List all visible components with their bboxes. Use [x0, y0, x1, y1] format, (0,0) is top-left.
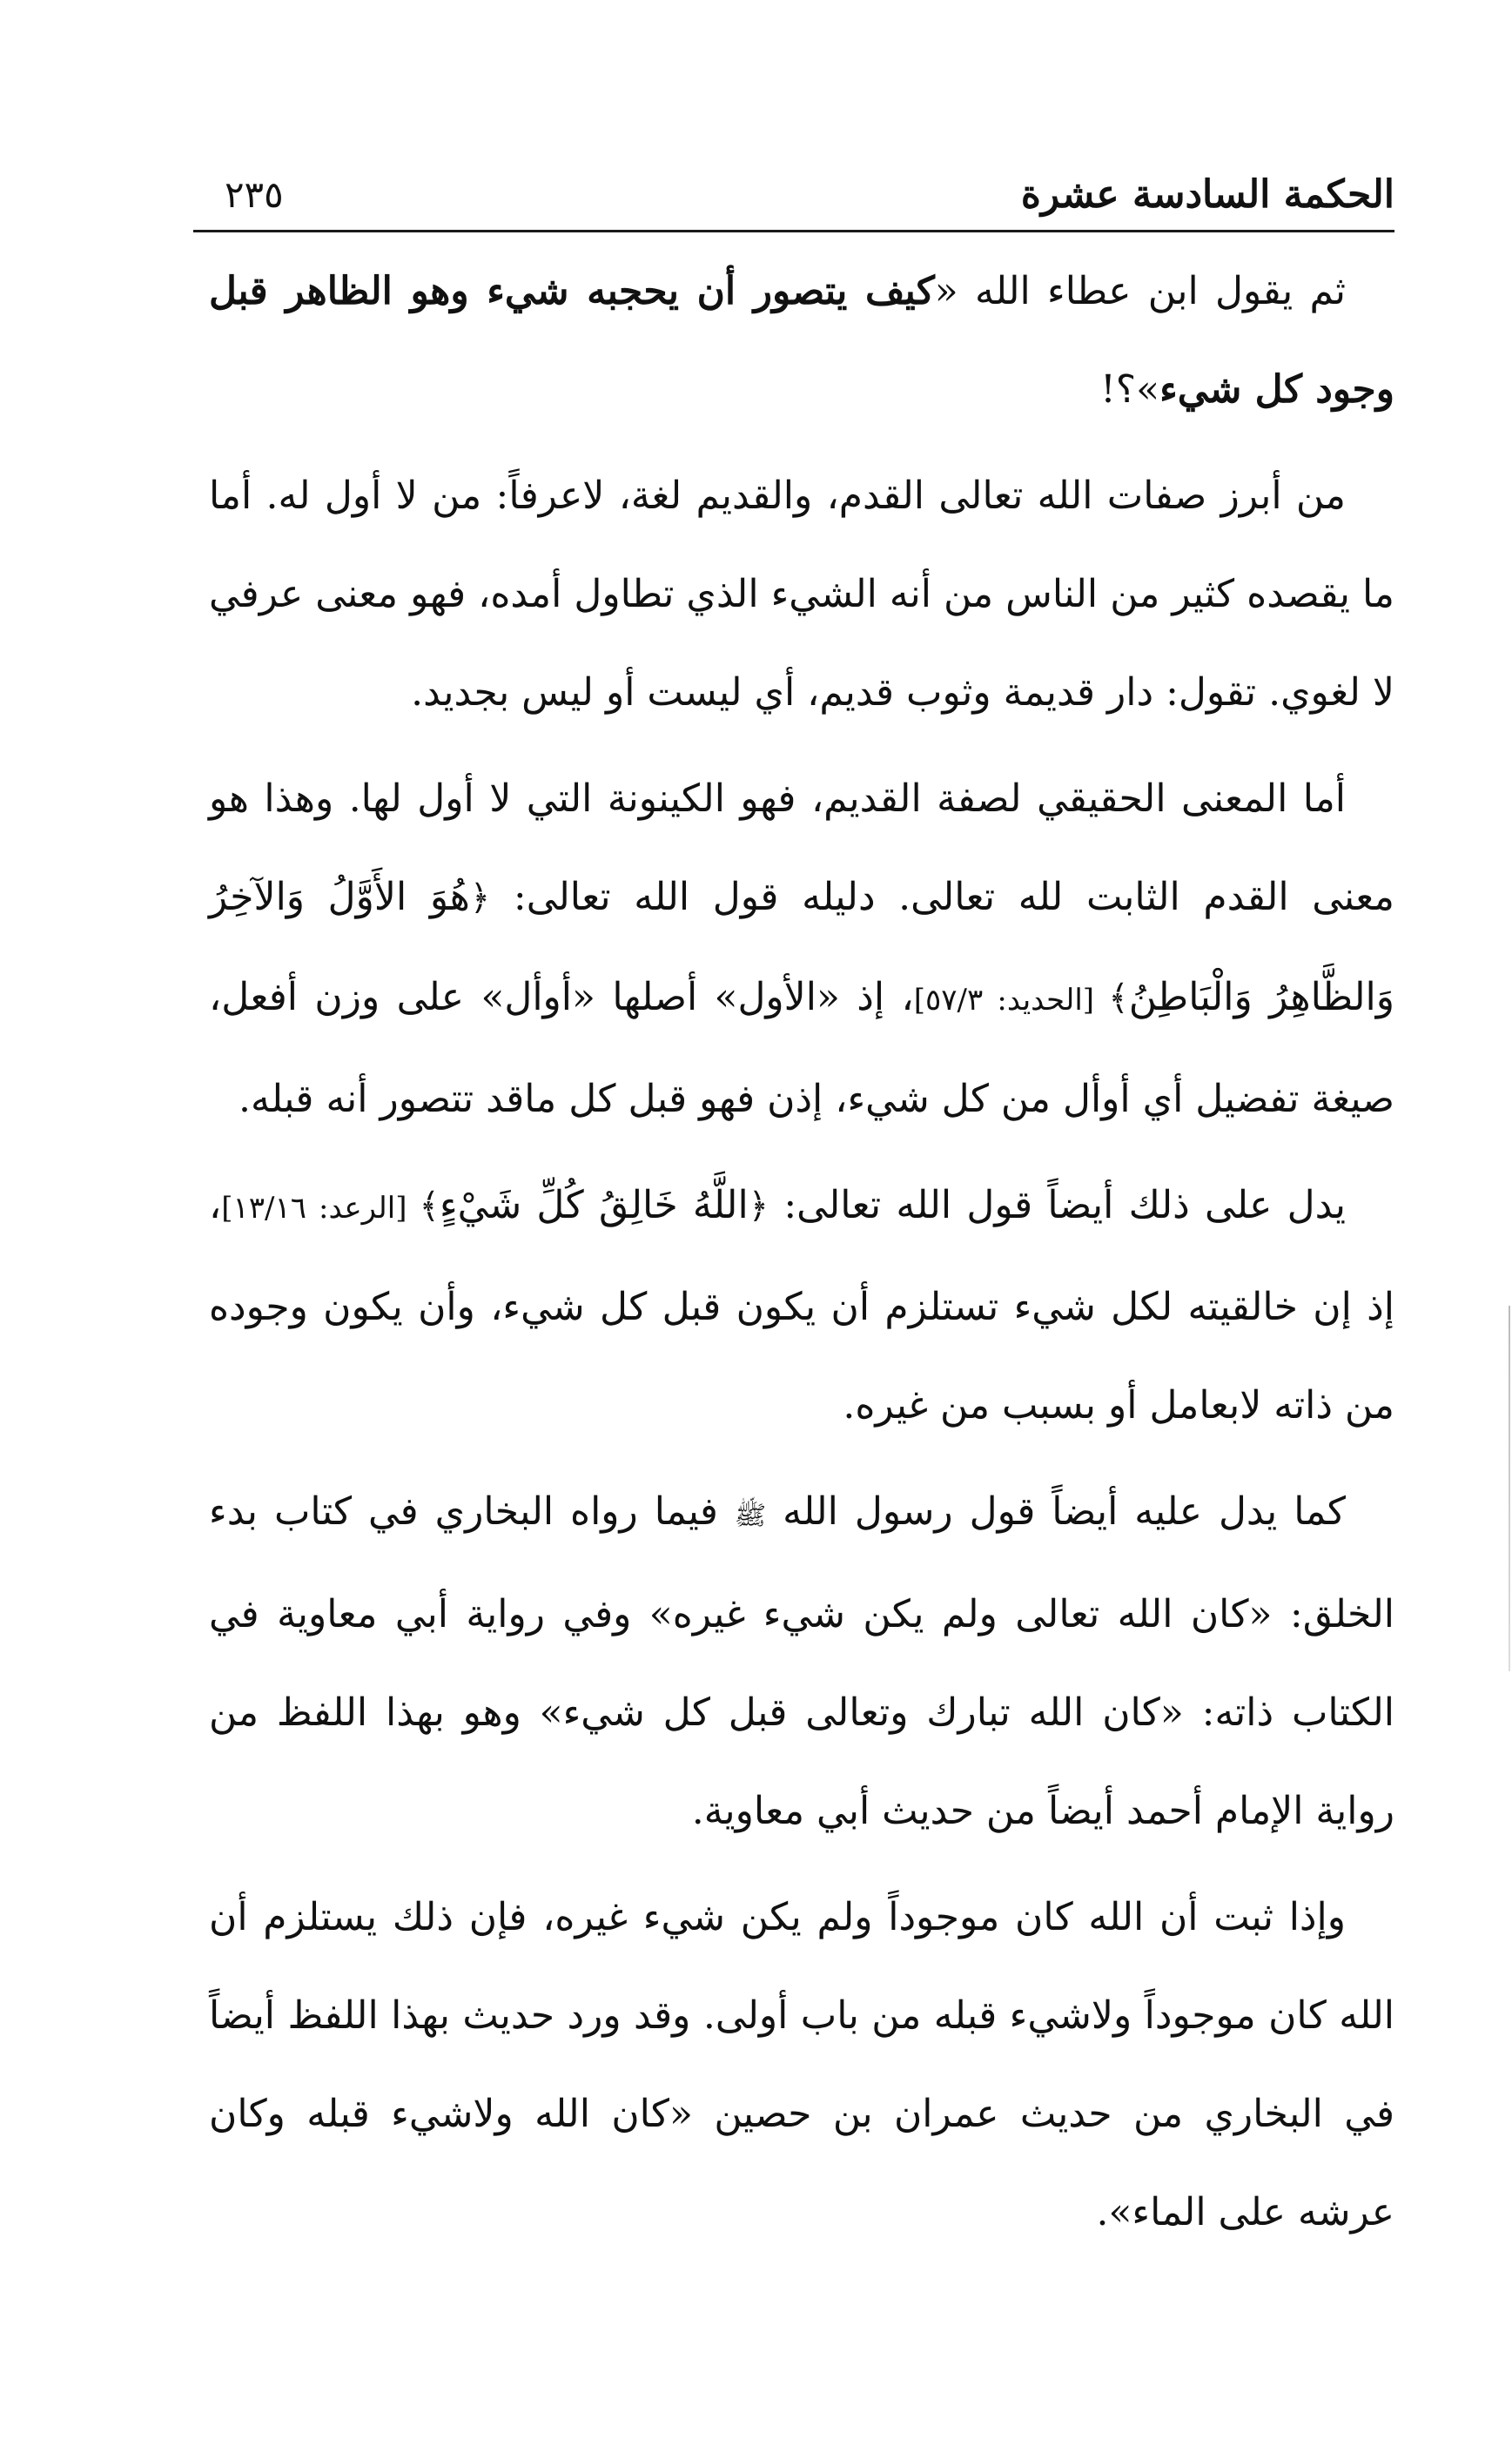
running-header [193, 164, 1394, 226]
page-number: ٢٣٥ [225, 173, 284, 216]
quran-verse: اللَّهُ خَالِقُ كُلِّ شَيْءٍ [439, 1183, 749, 1227]
paragraph-3 [209, 749, 1394, 1148]
quran-open-bracket: ﴿ [469, 878, 491, 918]
paragraph-1 [209, 242, 1394, 439]
quran-open-bracket: ﴿ [748, 1186, 769, 1226]
hikma-quote: كيف يتصور أن يحجبه شيء وهو الظاهر قبل وجود كل شيء [209, 269, 1394, 412]
quran-verse: هُوَ الأَوَّلُ وَالآخِرُ وَالظَّاهِرُ وَالْبَاطِنُ [209, 875, 1394, 1019]
quran-close-bracket: ﴾ [419, 1186, 440, 1226]
paragraph-6: وإذا ثبت أن الله كان موجوداً ولم يكن شيء غيره، فإن ذلك يستلزم أن الله كان موجوداً ولاشيء قبله من باب أولى. وقد ورد حديث بهذا اللفظ أيضاً في البخاري من حديث عمران بن حصين «كان الله ولاشيء قبله وكان عرشه على الماء». [209, 1895, 1394, 2234]
paragraph-1-intro: ثم يقول ابن عطاء الله « [934, 269, 1346, 313]
paragraph-3-text-after: ، إذ «الأول» أصلها «أوأل» على وزن أفعل، صيغة تفضيل أي أوأل من كل شيء، إذن فهو قبل كل ماقد تتصور أنه قبله. [209, 975, 1394, 1121]
quran-close-bracket: ﴾ [1108, 978, 1129, 1018]
scan-edge-shadow [1509, 1306, 1510, 1671]
paragraph-5 [209, 1462, 1394, 1860]
page-body [209, 242, 1394, 2269]
paragraph-1-end: »؟! [1100, 367, 1160, 412]
salla-ligature: ﷺ [734, 1501, 767, 1531]
header-rule [193, 230, 1394, 232]
verse-reference: [الرعد: ١٣/١٦] [221, 1191, 420, 1226]
paragraph-5-text-before: كما يدل عليه أيضاً قول رسول الله [766, 1489, 1347, 1534]
paragraph-3-text-before: أما المعنى الحقيقي لصفة القديم، فهو الكينونة التي لا أول لها. وهذا هو معنى القدم الثابت لله تعالى. دليله قول الله تعالى: [209, 776, 1394, 919]
chapter-title: الحكمة السادسة عشرة [1020, 172, 1394, 217]
verse-reference: [الحديد: ٥٧/٣] [913, 983, 1109, 1018]
paragraph-5-text-after: فيما رواه البخاري في كتاب بدء الخلق: «كان الله تعالى ولم يكن شيء غيره» وفي رواية أبي معاوية في الكتاب ذاته: «كان الله تبارك وتعالى قبل كل شيء» وهو بهذا اللفظ من رواية الإمام أحمد أيضاً من حديث أبي معاوية. [209, 1489, 1394, 1833]
paragraph-4 [209, 1156, 1394, 1455]
paragraph-4-text-after: ، إذ إن خالقيته لكل شيء تستلزم أن يكون قبل كل شيء، وأن يكون وجوده من ذاته لابعامل أو بسبب من غيره. [209, 1183, 1394, 1428]
paragraph-2: من أبرز صفات الله تعالى القدم، والقديم لغة، لاعرفاً: من لا أول له. أما ما يقصده كثير من الناس من أنه الشيء الذي تطاول أمده، فهو معنى عرفي لا لغوي. تقول: دار قديمة وثوب قديم، أي ليست أو ليس بجديد. [209, 474, 1394, 715]
paragraph-4-text-before: يدل على ذلك أيضاً قول الله تعالى: [769, 1183, 1346, 1227]
